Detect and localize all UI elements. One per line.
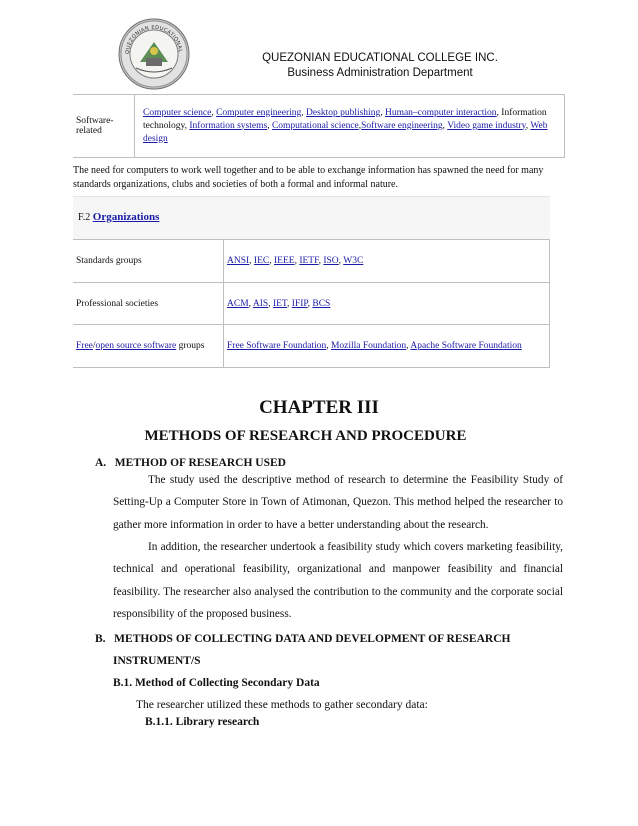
software-related-label: Software-related xyxy=(73,95,135,158)
link-video-game-industry[interactable]: Video game industry xyxy=(447,120,526,131)
subsection-b1-text: The researcher utilized these methods to gather secondary data: xyxy=(136,699,428,711)
intro-paragraph: The need for computers to work well together and to be able to exchange information has spawned the need for many standards organizations, clubs and societies of both a formal and informal nature. xyxy=(73,165,544,190)
section-b-heading-cont: INSTRUMENT/S xyxy=(113,655,201,667)
department-name: Business Administration Department xyxy=(287,67,473,79)
table-row xyxy=(73,325,550,368)
college-seal-logo xyxy=(118,18,190,90)
organizations-heading-bar xyxy=(73,196,550,240)
table-row xyxy=(73,283,550,325)
link-ifip[interactable]: IFIP xyxy=(291,298,308,309)
link-computer-engineering[interactable]: Computer engineering xyxy=(216,107,302,118)
link-iet[interactable]: IET xyxy=(272,298,288,309)
link-fsf[interactable]: Free Software Foundation xyxy=(227,341,327,351)
link-ietf[interactable]: IETF xyxy=(299,256,319,266)
row-items: ANSI, IEC, IEEE, IETF, ISO, W3C xyxy=(224,240,550,283)
row-label: Professional societies xyxy=(73,283,224,325)
link-computational-science[interactable]: Computational science xyxy=(271,120,359,131)
section-a-heading: A. METHOD OF RESEARCH USED xyxy=(95,457,286,469)
link-ansi[interactable]: ANSI xyxy=(227,256,250,266)
link-w3c[interactable]: W3C xyxy=(343,256,364,266)
section-a-paragraph-1: The study used the descriptive method of research to determine the Feasibility Study of Setting-Up a Computer Store in Town of Atimonan, Quezon. This method helped the researcher to gather more information in order to have a better understanding about the research. xyxy=(113,474,563,531)
college-name: QUEZONIAN EDUCATIONAL COLLEGE INC. xyxy=(262,52,498,64)
link-software-engineering[interactable]: Software engineering xyxy=(361,120,443,131)
link-ais[interactable]: AIS xyxy=(252,298,269,309)
subsection-b1-heading: B.1. Method of Collecting Secondary Data xyxy=(113,677,320,689)
organizations-table xyxy=(73,239,550,368)
subsection-b11-heading: B.1.1. Library research xyxy=(145,716,260,728)
chapter-subtitle: METHODS OF RESEARCH AND PROCEDURE xyxy=(144,428,467,444)
link-computer-science[interactable]: Computer science xyxy=(143,107,212,118)
link-information-systems[interactable]: Information systems xyxy=(189,120,268,131)
row-items: ACM, AIS, IET, IFIP, BCS xyxy=(224,283,550,325)
link-apache[interactable]: Apache Software Foundation xyxy=(410,341,522,351)
link-web-design[interactable]: Web design xyxy=(143,120,548,144)
link-free[interactable]: Free xyxy=(76,341,93,351)
link-iec[interactable]: IEC xyxy=(253,256,270,266)
link-open-source-software[interactable]: open source software xyxy=(95,341,177,351)
link-acm[interactable]: ACM xyxy=(227,298,249,309)
link-ieee[interactable]: IEEE xyxy=(273,256,295,266)
link-mozilla[interactable]: Mozilla Foundation xyxy=(330,341,407,351)
row-items: Free Software Foundation, Mozilla Foundation, Apache Software Foundation xyxy=(224,325,550,368)
row-label: Free/open source software groups xyxy=(73,325,224,368)
row-label: Standards groups xyxy=(73,240,224,283)
link-desktop-publishing[interactable]: Desktop publishing xyxy=(306,107,381,118)
section-a-paragraph-2: In addition, the researcher undertook a feasibility study which covers marketing feasibility, technical and operational feasibility, organizational and manpower feasibility and financial feasibility. The researcher also analysed the contribution to the community and the corporate social responsibility of the proposed business. xyxy=(113,541,563,620)
link-bcs[interactable]: BCS xyxy=(312,298,331,309)
link-hci[interactable]: Human–computer interaction xyxy=(384,107,497,118)
table-row xyxy=(73,240,550,283)
link-iso[interactable]: ISO xyxy=(323,256,339,266)
organizations-heading-number: F.2 xyxy=(78,212,91,223)
section-b-heading: B. METHODS OF COLLECTING DATA AND DEVELOPMENT OF RESEARCH xyxy=(95,633,511,645)
svg-text:QUEZONIAN EDUCATIONAL COLLEGE: QUEZONIAN EDUCATIONAL xyxy=(124,24,183,55)
software-related-table xyxy=(73,94,565,158)
chapter-title: CHAPTER III xyxy=(259,397,379,418)
software-related-links: Computer science, Computer engineering, Desktop publishing, Human–computer interaction, Information technology, Information systems, Computational science,Software engineering, Video game industry, Web design xyxy=(135,95,565,158)
organizations-heading-link[interactable]: Organizations xyxy=(92,211,160,223)
information-technology-text: Information technology xyxy=(143,107,547,131)
